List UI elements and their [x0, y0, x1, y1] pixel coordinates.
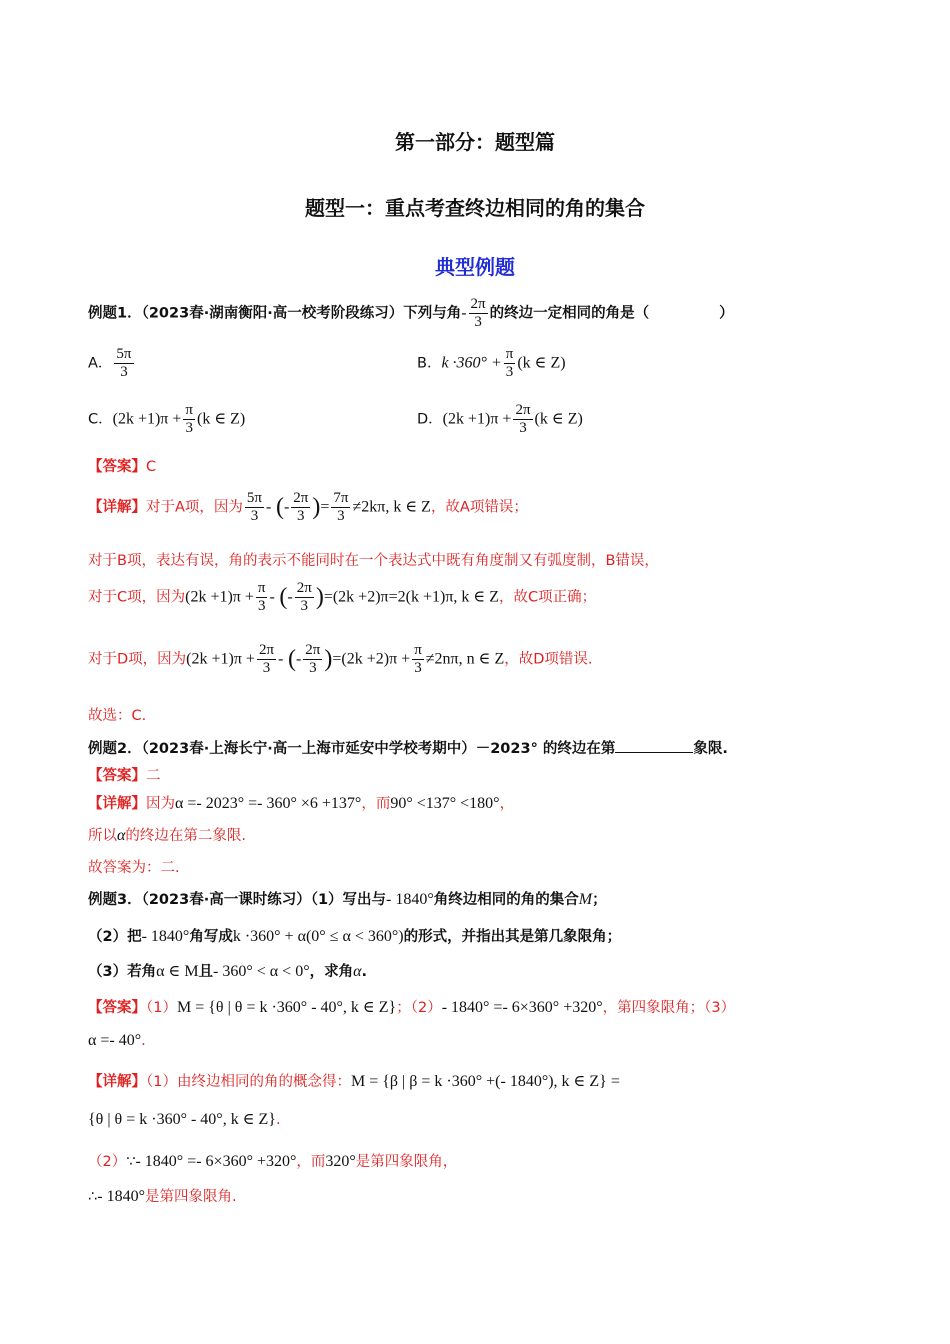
ex3-p2-angle: - 1840°	[141, 928, 190, 945]
ex1-d-frac1	[257, 642, 276, 677]
ex1-d-end: ，故D项错误.	[504, 651, 593, 668]
ex1-a-neg: -	[283, 498, 290, 516]
ex2-line2-pre: 所以	[88, 828, 117, 844]
ex3-question-mid: 角终边相同的角的集合	[433, 892, 579, 908]
therefore-icon: ∴	[88, 1189, 98, 1205]
ex1-d-d2: 3	[309, 660, 317, 676]
ex3-detail-3	[88, 1185, 237, 1206]
ex1-a-d2: 3	[297, 508, 305, 524]
ex3-p2-pre: （2）把	[88, 929, 142, 945]
ex3-ans2-end: ，第四象限角；（3）	[602, 1000, 736, 1016]
example2-question	[88, 737, 728, 758]
ex3-p3-end: .	[361, 964, 368, 980]
because-icon: ∵	[126, 1154, 136, 1170]
ex1-a-n1: 5π	[246, 490, 262, 506]
option-b	[417, 346, 566, 381]
ex1-close: ）	[719, 305, 734, 322]
ex3-question-pre: 例题3．（2023春·高一课时练习）（1）写出与	[88, 892, 387, 908]
ex2-line1-end: ，	[499, 796, 515, 812]
ex1-angle-fraction	[469, 296, 488, 331]
ex1-angle-neg: -	[461, 304, 467, 322]
ex1-d-frac3	[412, 642, 424, 677]
ex3-answer-tag: 【答案】	[88, 1000, 146, 1016]
ex1-d-frac2	[303, 642, 322, 677]
ex2-answer-value: 二	[146, 768, 161, 784]
ex2-line1-mid: ，而	[361, 796, 391, 812]
option-b-pre: k ·360° +	[441, 354, 502, 372]
ex1-d-d3: 3	[414, 660, 422, 676]
ex1-answer-value: C	[146, 459, 157, 475]
answer-blank[interactable]	[615, 738, 693, 753]
right-paren: )	[315, 584, 324, 610]
left-paren: (	[287, 646, 296, 672]
ex3-d2-math: - 1840° =- 6×360° +320°	[135, 1153, 297, 1170]
ex3-ans1: M = {θ | θ = k ·360° - 40°, k ∈ Z}	[176, 999, 397, 1016]
ex3-detail-1-cont	[88, 1109, 281, 1129]
ex1-d-post: ≠2nπ, n ∈ Z	[425, 650, 505, 668]
ex2-line1-pre: 因为	[146, 796, 175, 812]
ex1-c-end: ，故C项正确；	[499, 589, 597, 606]
ex1-c-n1: π	[257, 580, 266, 596]
ex2-answer	[88, 764, 161, 785]
option-d-num: 2π	[515, 402, 531, 418]
ex2-line1-math2: 90° <137° <180°	[390, 795, 500, 812]
ex1-c-pre: 对于C项，因为	[88, 589, 186, 606]
ex1-d-expr: (2k +1)π +	[186, 650, 255, 668]
ex1-answer-tag: 【答案】	[88, 459, 146, 475]
ex1-angle-den: 3	[474, 314, 482, 330]
ex1-detail-a	[88, 490, 528, 525]
option-c-num: π	[185, 402, 193, 418]
ex1-prefix: 例题1．（2023春·湖南衡阳·高一校考阶段练习）下列与角	[88, 305, 462, 322]
ex3-p3-alpha: α	[353, 963, 362, 980]
option-b-label: B．	[417, 355, 442, 372]
ex1-c-frac2	[295, 580, 314, 615]
option-c-post: (k ∈ Z)	[196, 410, 246, 428]
option-d-label: D．	[417, 411, 443, 428]
ex3-d1-cont: {θ | θ = k ·360° - 40°, k ∈ Z}	[88, 1111, 276, 1128]
ex3-p3-pre: （3）若角	[88, 964, 157, 980]
ex3-d2-angle: 320°	[325, 1153, 356, 1170]
example3-question-1	[88, 888, 607, 909]
ex2-line1-math: α =- 2023° =- 360° ×6 +137°	[175, 795, 362, 812]
ex3-question-end: ；	[592, 892, 607, 908]
ex3-p2-form: k ·360° + α(0° ≤ α < 360°)	[232, 928, 404, 945]
ex2-detail-2	[88, 824, 246, 845]
ex1-a-eq: =	[320, 498, 330, 516]
ex3-detail-2	[88, 1150, 457, 1171]
option-b-post: (k ∈ Z)	[517, 354, 566, 372]
ex3-p2-mid: 角写成	[189, 929, 233, 945]
option-c-fraction	[183, 402, 195, 437]
ex3-d2-end: 是第四象限角，	[355, 1154, 458, 1170]
option-a-num: 5π	[116, 346, 132, 362]
ex3-p3-cond: α ∈ M	[156, 963, 199, 980]
ex1-a-frac3	[331, 490, 350, 525]
option-a-label: A．	[88, 355, 113, 372]
ex3-d2-mid: ，而	[296, 1154, 326, 1170]
ex1-a-post: ≠2kπ, k ∈ Z	[352, 498, 431, 516]
ex3-ans2: - 1840° =- 6×360° +320°	[441, 999, 603, 1016]
ex1-c-d2: 3	[300, 598, 309, 614]
ex2-detail-1	[88, 792, 514, 813]
ex1-a-frac2	[291, 490, 310, 525]
ex1-a-n2: 2π	[293, 490, 309, 506]
ex3-d2-pre: （2）	[88, 1154, 127, 1170]
ex3-q-angle: - 1840°	[386, 891, 434, 908]
ex1-c-post: =(2k +2)π=2(k +1)π, k ∈ Z	[323, 588, 500, 606]
ex1-a-d1: 3	[250, 508, 259, 524]
ex1-d-n1: 2π	[258, 642, 275, 658]
ex3-d1-end: .	[275, 1112, 281, 1128]
ex1-answer	[88, 455, 156, 476]
ex3-detail-tag: 【详解】	[88, 1074, 146, 1090]
ex1-d-minus: -	[278, 650, 284, 668]
ex1-c-expr: (2k +1)π +	[185, 588, 254, 606]
ex3-ans3: α =- 40°	[88, 1032, 142, 1049]
right-paren: )	[312, 494, 321, 520]
ex1-c-minus: -	[269, 588, 275, 606]
option-b-fraction	[504, 346, 516, 381]
ex1-c-neg: -	[287, 588, 293, 606]
ex1-d-pre: 对于D项，因为	[88, 651, 187, 668]
option-d-den: 3	[519, 420, 527, 436]
ex1-a-end: ，故A项错误；	[430, 499, 528, 516]
ex3-ans2-label: ；（2）	[396, 1000, 442, 1016]
option-a	[88, 346, 136, 381]
ex1-d-mid: =(2k +2)π +	[332, 650, 411, 668]
example3-question-2	[88, 925, 621, 946]
ex3-p3-mid2: ，求角	[309, 964, 354, 980]
ex2-conclusion: 故答案为：二.	[88, 860, 180, 876]
ex1-detail-d	[88, 642, 593, 677]
ex3-d1-pre: （1）由终边相同的角的概念得：	[146, 1074, 351, 1090]
ex2-detail-tag: 【详解】	[88, 796, 146, 812]
ex3-p3-range: - 360° < α < 0°	[213, 963, 310, 980]
option-d-pre: (2k +1)π +	[442, 410, 512, 428]
ex1-detail-tag: 【详解】	[88, 499, 146, 516]
option-b-num: π	[505, 346, 514, 362]
ex1-a-n3: 7π	[333, 490, 349, 506]
example3-question-3	[88, 960, 367, 981]
ex2-question-post: 象限.	[693, 741, 728, 757]
ex1-conclusion: 故选：C.	[88, 708, 147, 724]
ex2-line2-alpha: α	[117, 827, 126, 844]
ex3-detail-1	[88, 1070, 620, 1091]
right-paren: )	[324, 646, 333, 672]
ex1-c-d1: 3	[257, 598, 266, 614]
ex1-c-n2: 2π	[296, 580, 312, 596]
ex3-d3-math: - 1840°	[97, 1188, 145, 1205]
ex1-d-n2: 2π	[305, 642, 321, 658]
ex3-ans3-end: .	[141, 1033, 146, 1049]
option-d-post: (k ∈ Z)	[534, 410, 583, 428]
left-paren: (	[275, 494, 284, 520]
ex3-p2-end: 的形式，并指出其是第几象限角；	[403, 929, 622, 945]
ex3-p3-mid: 且	[198, 964, 214, 980]
ex3-answer	[88, 996, 735, 1017]
option-d-fraction	[513, 402, 532, 437]
ex1-suffix: 的终边一定相同的角是（	[489, 305, 650, 322]
option-b-den: 3	[505, 364, 514, 380]
option-d	[417, 402, 583, 437]
ex3-ans1-label: （1）	[146, 1000, 177, 1016]
option-c-den: 3	[185, 420, 193, 436]
ex1-angle-num: 2π	[470, 296, 486, 312]
example1-question	[88, 296, 734, 331]
option-a-den: 3	[120, 364, 128, 380]
option-c-pre: (2k +1)π +	[112, 410, 182, 428]
ex3-d1-math: M = {β | β = k ·360° +(- 1840°), k ∈ Z} =	[350, 1073, 620, 1090]
ex1-d-neg: -	[295, 650, 302, 668]
ex1-a-frac1	[245, 490, 264, 525]
option-c-label: C．	[88, 411, 113, 428]
ex1-detail-c	[88, 580, 596, 615]
ex1-a-minus: -	[266, 498, 272, 516]
ex1-a-pre: 对于A项，因为	[146, 499, 243, 516]
option-a-fraction	[114, 346, 133, 381]
ex1-detail-b: 对于B项，表达有误，角的表示不能同时在一个表达式中既有角度制又有弧度制，B错误，	[88, 553, 659, 569]
ex2-answer-tag: 【答案】	[88, 768, 146, 784]
left-paren: (	[279, 584, 288, 610]
ex2-question-pre: 例题2．（2023春·上海长宁·高一上海市延安中学校考期中）－2023° 的终边在第	[88, 741, 616, 757]
ex3-q-set: M	[578, 891, 593, 908]
ex3-answer-cont	[88, 1032, 146, 1050]
section-title: 典型例题	[435, 255, 515, 279]
type-title: 题型一：重点考查终边相同的角的集合	[305, 196, 645, 220]
part-title: 第一部分：题型篇	[395, 130, 555, 154]
ex3-d3-end: 是第四象限角.	[144, 1189, 237, 1205]
option-c	[88, 402, 245, 437]
ex1-d-d1: 3	[262, 660, 271, 676]
ex1-c-frac1	[256, 580, 268, 615]
ex1-d-n3: π	[414, 642, 422, 658]
ex1-a-d3: 3	[337, 508, 345, 524]
ex2-line2-post: 的终边在第二象限.	[125, 828, 247, 844]
